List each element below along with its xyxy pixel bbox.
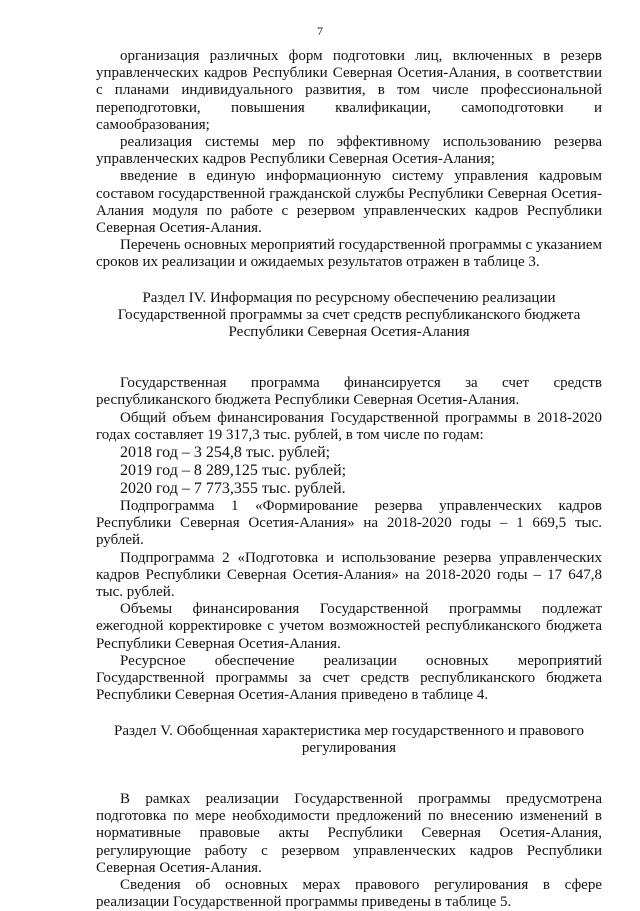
- section-4-paragraph-2: Общий объем финансирования Государственной программы в 2018-2020 годах составляет 19 317,3 тыс. рублей, в том числе по годам:: [96, 409, 602, 443]
- section-5-title-line-2: регулирования: [301, 739, 397, 756]
- spacer: [96, 757, 602, 791]
- spacer: [96, 705, 602, 723]
- subprogram-1-paragraph: Подпрограмма 1 «Формирование резерва управленческих кадров Республики Северная Осетия-Алания» на 2018-2020 годы – 1 669,5 тыс. рублей.: [96, 498, 602, 549]
- page-number: 7: [317, 24, 323, 38]
- spacer: [96, 341, 602, 375]
- funding-2019: 2019 год – 8 289,125 тыс. рублей;: [120, 462, 347, 480]
- section-4-paragraph-4: Ресурсное обеспечение реализации основных мероприятий Государственной программы за счет средств республиканского бюджета Республики Северная Осетия-Алания приведено в таблице 4.: [96, 652, 602, 704]
- subprogram-2-paragraph: Подпрограмма 2 «Подготовка и использование резерва управленческих кадров Республики Северная Осетия-Алания» на 2018-2020 годы – 17 647,8 тыс. рублей.: [96, 549, 602, 601]
- funding-2018: 2018 год – 3 254,8 тыс. рублей;: [120, 444, 331, 462]
- intro-paragraph-4: Перечень основных мероприятий государственной программы с указанием сроков их реализации и ожидаемых результатов отражен в таблице 3.: [96, 237, 602, 271]
- section-4-title: Раздел IV. Информация по ресурсному обеспечению реализации Государственной программы за счет средств республиканского бюджета Республики Северная Осетия-Алания: [117, 289, 581, 341]
- section-4-paragraph-3: Объемы финансирования Государственной программы подлежат ежегодной корректировке с учетом возможностей республиканского бюджета Республики Северная Осетия-Алания.: [96, 601, 602, 652]
- spacer: [96, 272, 602, 290]
- section-4-paragraph-1: Государственная программа финансируется за счет средств республиканского бюджета Республики Северная Осетия-Алания.: [96, 375, 602, 409]
- funding-2020: 2020 год – 7 773,355 тыс. рублей.: [120, 480, 346, 498]
- section-5-paragraph-2: Сведения об основных мерах правового регулирования в сфере реализации Государственной программы приведены в таблице 5.: [96, 876, 602, 911]
- section-5-title-line-1: Раздел V. Обобщенная характеристика мер государственного и правового: [114, 722, 584, 739]
- section-5-paragraph-1: В рамках реализации Государственной программы предусмотрена подготовка по мере необходимости предложений по внесению изменений в нормативные правовые акты Республики Северная Осетия-Алания, регулирующие работу с резервом управленческих кадров Республики Северная Осетия-Алания.: [96, 790, 602, 876]
- intro-paragraph-3: введение в единую информационную систему управления кадровым составом государственной гражданской службы Республики Северная Осетия-Алания модуля по работе с резервом управленческих кадров Республики Северная Осетия-Алания.: [96, 168, 602, 237]
- section-5-title: [96, 723, 602, 757]
- intro-paragraph-2: реализация системы мер по эффективному использованию резерва управленческих кадров Республики Северная Осетия-Алания;: [96, 134, 602, 168]
- intro-paragraph-1: организация различных форм подготовки лиц, включенных в резерв управленческих кадров Республики Северная Осетия-Алания, в соответствии с планами индивидуального развития, в том числе профессиональной переподготовки, повышения квалификации, самоподготовки и самообразования;: [96, 48, 602, 133]
